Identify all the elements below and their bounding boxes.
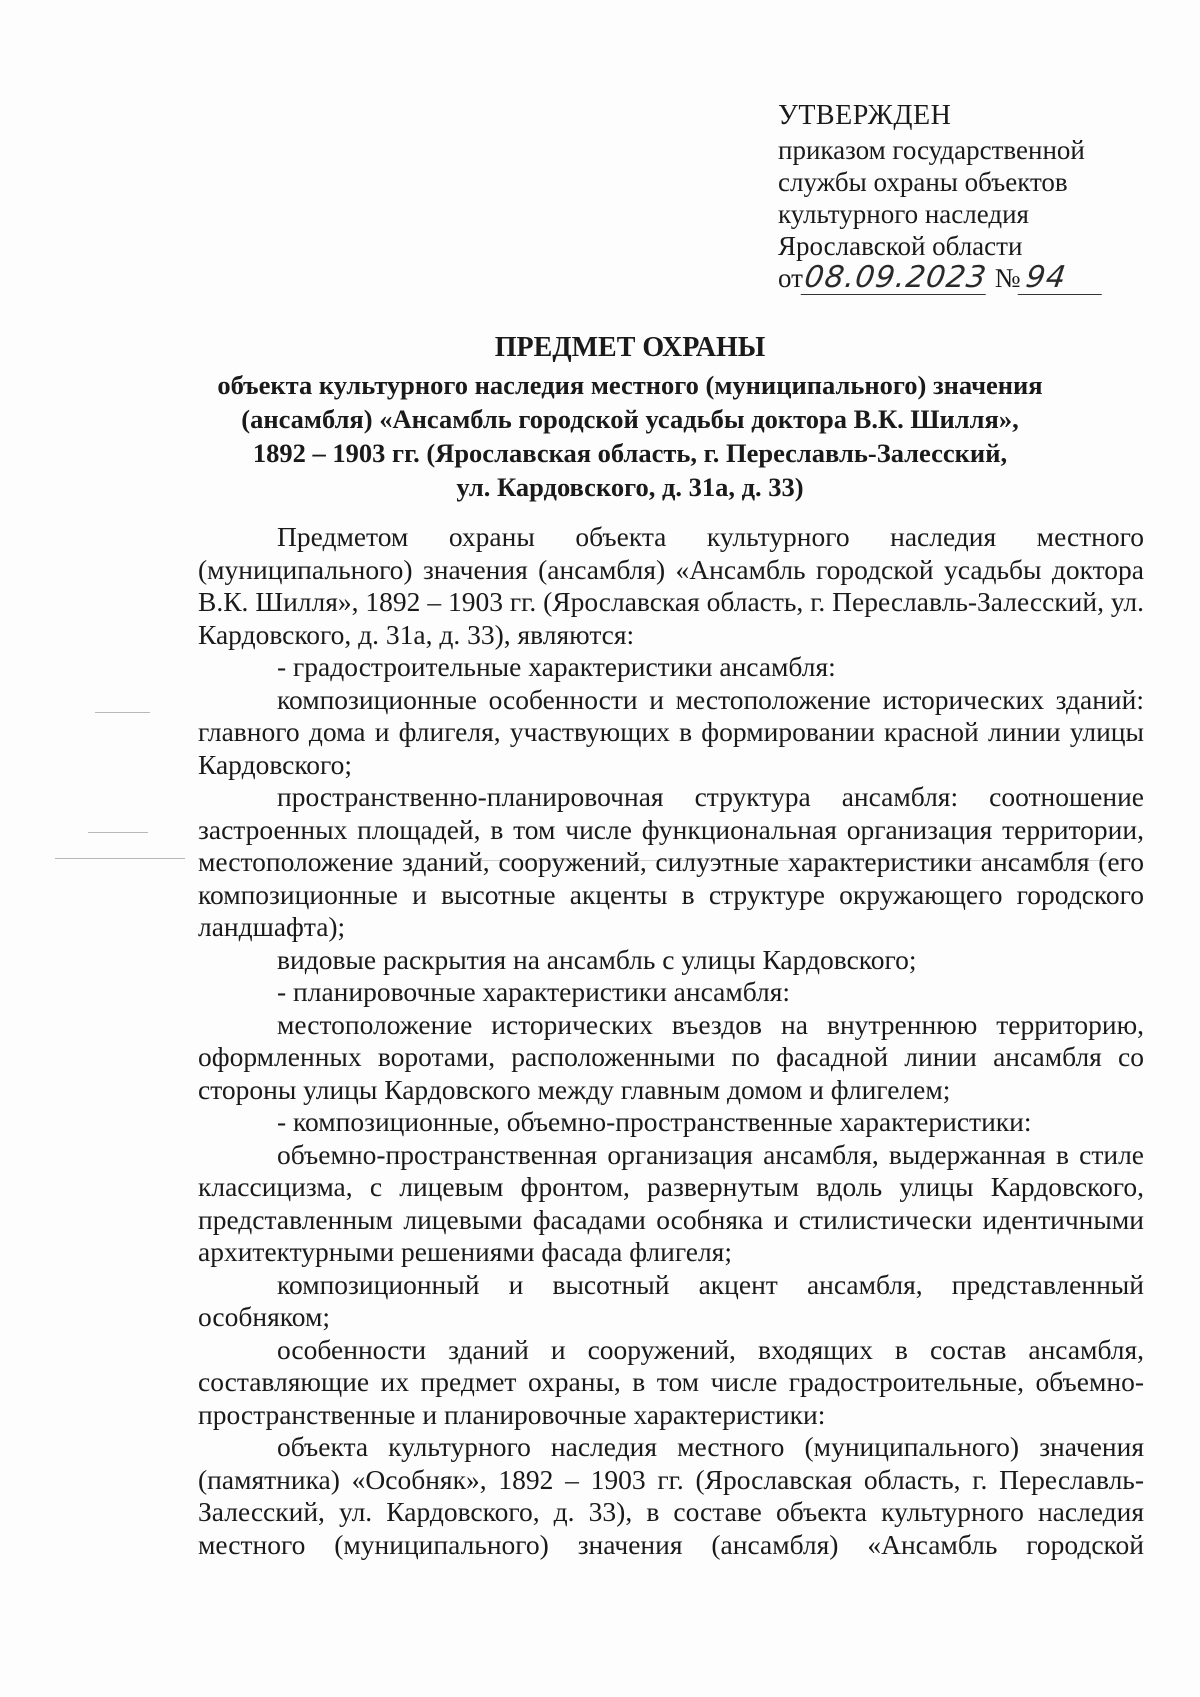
subtitle-line: объекта культурного наследия местного (муниципального) значения	[217, 370, 1043, 400]
body-paragraph: объекта культурного наследия местного (муниципального) значения (памятника) «Особняк», 1892 – 1903 гг. (Ярославская область, г. Переславль-Залесский, ул. Кардовского, д. 33), в составе объекта культурного наследия местного (муниципального) значения (ансамбля) «Ансамбль городской	[198, 1431, 1144, 1560]
scan-artifact	[88, 832, 148, 833]
body-paragraph: видовые раскрытия на ансамбль с улицы Кардовского;	[277, 943, 917, 975]
subtitle-line: 1892 – 1903 гг. (Ярославская область, г. Переславль-Залесский,	[252, 438, 1008, 468]
body-paragraph: объемно-пространственная организация ансамбля, выдержанная в стиле классицизма, с лицевым фронтом, развернутым вдоль улицы Кардовского, представленным лицевыми фасадами особняка и стилистически идентичными архитектурными решениями фасада флигеля;	[198, 1138, 1144, 1267]
approval-line: службы охраны объектов	[778, 167, 1068, 197]
approval-block	[778, 100, 1158, 302]
approval-line: Ярославской области	[778, 231, 1023, 261]
approval-line: приказом государственной	[778, 135, 1085, 165]
scan-artifact	[95, 712, 150, 713]
body-paragraph: - планировочные характеристики ансамбля:	[277, 976, 791, 1007]
number-sign: №	[994, 263, 1021, 293]
document-body	[198, 521, 1144, 1561]
handwritten-number: 94	[1018, 262, 1107, 295]
scan-artifact	[55, 858, 185, 859]
body-paragraph: особенности зданий и сооружений, входящих в состав ансамбля, составляющие их предмет охраны, в том числе градостроительные, объемно-пространственные и планировочные характеристики:	[198, 1333, 1144, 1430]
approval-title: УТВЕРЖДЕН	[778, 100, 952, 131]
approval-date-row	[778, 262, 1158, 302]
subtitle-line: ул. Кардовского, д. 31а, д. 33)	[456, 472, 804, 502]
body-paragraph: - градостроительные характеристики ансамбля:	[277, 651, 836, 682]
body-paragraph: композиционные особенности и местоположение исторических зданий: главного дома и флигеля, участвующих в формировании красной линии улицы Кардовского;	[198, 683, 1144, 780]
body-paragraph: пространственно-планировочная структура ансамбля: соотношение застроенных площадей, в том числе функциональная организация территории, местоположение зданий, сооружений, силуэтные характеристики ансамбля (его композиционные и высотные акценты в структуре окружающего городского ландшафта);	[198, 781, 1144, 942]
document-heading	[180, 330, 1080, 504]
approval-line: культурного наследия	[778, 199, 1029, 229]
subtitle-line: (ансамбля) «Ансамбль городской усадьбы доктора В.К. Шилля»,	[241, 404, 1019, 434]
body-paragraph: композиционный и высотный акцент ансамбля, представленный особняком;	[198, 1268, 1144, 1332]
body-paragraph: местоположение исторических въездов на внутреннюю территорию, оформленных воротами, расположенными по фасадной линии ансамбля со стороны улицы Кардовского между главным домом и флигелем;	[198, 1008, 1144, 1105]
handwritten-date: 08.09.2023	[802, 260, 989, 295]
body-paragraph: Предметом охраны объекта культурного наследия местного (муниципального) значения (ансамбля) «Ансамбль городской усадьбы доктора В.К. Шилля», 1892 – 1903 гг. (Ярославская область, г. Переславль-Залесский, ул. Кардовского, д. 31а, д. 33), являются:	[198, 521, 1144, 650]
date-prefix: от	[778, 263, 803, 293]
document-title: ПРЕДМЕТ ОХРАНЫ	[494, 332, 766, 363]
body-paragraph: - композиционные, объемно-пространственные характеристики:	[277, 1106, 1032, 1137]
